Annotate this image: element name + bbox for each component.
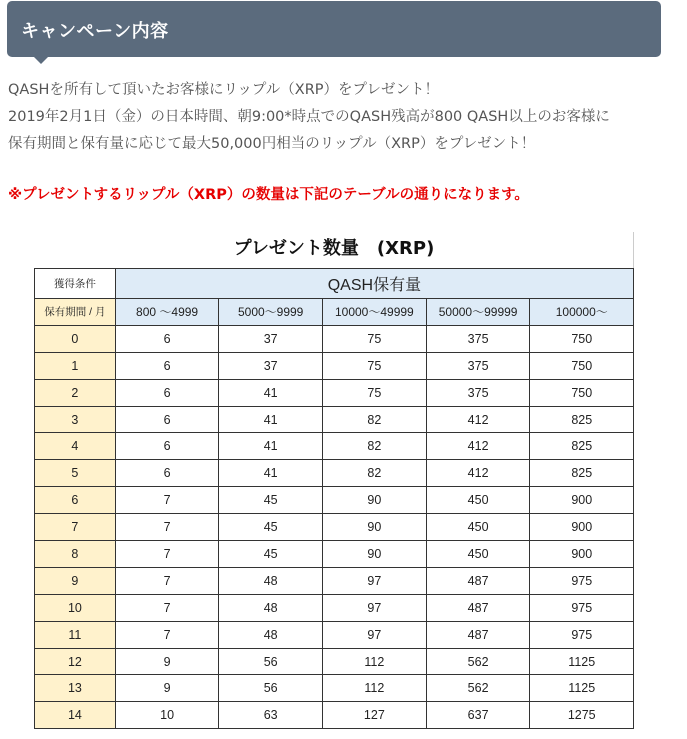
month-cell: 11 bbox=[35, 621, 116, 648]
xrp-amount-cell: 7 bbox=[115, 514, 219, 541]
xrp-amount-cell: 97 bbox=[322, 594, 426, 621]
xrp-amount-cell: 450 bbox=[426, 487, 530, 514]
xrp-amount-cell: 7 bbox=[115, 541, 219, 568]
xrp-amount-cell: 37 bbox=[219, 325, 323, 352]
intro-line-2: 2019年2月1日（金）の日本時間、朝9:00*時点でのQASH残高が800 QASH以上のお客様に bbox=[8, 109, 610, 125]
xrp-amount-cell: 825 bbox=[530, 460, 634, 487]
xrp-amount-cell: 487 bbox=[426, 621, 530, 648]
present-table bbox=[34, 268, 634, 729]
month-cell: 6 bbox=[35, 487, 116, 514]
xrp-amount-cell: 56 bbox=[219, 675, 323, 702]
xrp-amount-cell: 10 bbox=[115, 702, 219, 729]
table-row bbox=[35, 541, 634, 568]
corner-label: 獲得条件 bbox=[35, 269, 116, 299]
xrp-amount-cell: 41 bbox=[219, 460, 323, 487]
table-header-row bbox=[35, 269, 634, 299]
xrp-amount-cell: 487 bbox=[426, 567, 530, 594]
xrp-amount-cell: 6 bbox=[115, 433, 219, 460]
xrp-amount-cell: 90 bbox=[322, 487, 426, 514]
xrp-amount-cell: 412 bbox=[426, 433, 530, 460]
xrp-amount-cell: 412 bbox=[426, 460, 530, 487]
month-cell: 4 bbox=[35, 433, 116, 460]
xrp-amount-cell: 7 bbox=[115, 567, 219, 594]
range-header: 100000〜 bbox=[530, 299, 634, 326]
section-title: キャンペーン内容 bbox=[21, 21, 169, 42]
xrp-amount-cell: 6 bbox=[115, 325, 219, 352]
xrp-amount-cell: 1275 bbox=[530, 702, 634, 729]
xrp-amount-cell: 825 bbox=[530, 406, 634, 433]
xrp-amount-cell: 375 bbox=[426, 379, 530, 406]
xrp-amount-cell: 97 bbox=[322, 567, 426, 594]
table-row bbox=[35, 325, 634, 352]
month-cell: 12 bbox=[35, 648, 116, 675]
xrp-amount-cell: 75 bbox=[322, 352, 426, 379]
xrp-amount-cell: 7 bbox=[115, 594, 219, 621]
range-header: 10000〜49999 bbox=[322, 299, 426, 326]
xrp-amount-cell: 48 bbox=[219, 594, 323, 621]
xrp-amount-cell: 412 bbox=[426, 406, 530, 433]
month-cell: 10 bbox=[35, 594, 116, 621]
xrp-amount-cell: 637 bbox=[426, 702, 530, 729]
month-cell: 1 bbox=[35, 352, 116, 379]
xrp-amount-cell: 375 bbox=[426, 325, 530, 352]
xrp-amount-cell: 6 bbox=[115, 406, 219, 433]
table-row bbox=[35, 352, 634, 379]
table-row bbox=[35, 379, 634, 406]
intro-line-1: QASHを所有して頂いたお客様にリップル（XRP）をプレゼント！ bbox=[8, 82, 439, 98]
xrp-amount-cell: 975 bbox=[530, 621, 634, 648]
month-cell: 3 bbox=[35, 406, 116, 433]
xrp-amount-cell: 112 bbox=[322, 675, 426, 702]
xrp-amount-cell: 48 bbox=[219, 621, 323, 648]
xrp-amount-cell: 97 bbox=[322, 621, 426, 648]
month-cell: 9 bbox=[35, 567, 116, 594]
range-header: 50000〜99999 bbox=[426, 299, 530, 326]
qash-header: QASH保有量 bbox=[115, 269, 633, 299]
table-row bbox=[35, 621, 634, 648]
xrp-amount-cell: 1125 bbox=[530, 675, 634, 702]
table-body bbox=[35, 325, 634, 728]
xrp-amount-cell: 112 bbox=[322, 648, 426, 675]
month-cell: 7 bbox=[35, 514, 116, 541]
xrp-amount-cell: 90 bbox=[322, 541, 426, 568]
xrp-amount-cell: 562 bbox=[426, 648, 530, 675]
xrp-amount-cell: 562 bbox=[426, 675, 530, 702]
xrp-amount-cell: 6 bbox=[115, 352, 219, 379]
intro-text bbox=[8, 77, 610, 158]
xrp-amount-cell: 450 bbox=[426, 541, 530, 568]
xrp-amount-cell: 900 bbox=[530, 487, 634, 514]
range-header: 800 〜4999 bbox=[115, 299, 219, 326]
xrp-amount-cell: 41 bbox=[219, 379, 323, 406]
xrp-amount-cell: 750 bbox=[530, 325, 634, 352]
xrp-amount-cell: 45 bbox=[219, 487, 323, 514]
xrp-amount-cell: 375 bbox=[426, 352, 530, 379]
range-header: 5000〜9999 bbox=[219, 299, 323, 326]
xrp-amount-cell: 56 bbox=[219, 648, 323, 675]
xrp-amount-cell: 7 bbox=[115, 621, 219, 648]
xrp-amount-cell: 825 bbox=[530, 433, 634, 460]
month-cell: 14 bbox=[35, 702, 116, 729]
xrp-amount-cell: 48 bbox=[219, 567, 323, 594]
divider bbox=[633, 232, 634, 268]
period-label: 保有期間 / 月 bbox=[35, 299, 116, 326]
xrp-amount-cell: 90 bbox=[322, 514, 426, 541]
xrp-amount-cell: 82 bbox=[322, 460, 426, 487]
table-row bbox=[35, 567, 634, 594]
xrp-amount-cell: 7 bbox=[115, 487, 219, 514]
xrp-amount-cell: 75 bbox=[322, 325, 426, 352]
table-title: プレゼント数量 (XRP) bbox=[233, 238, 435, 259]
month-cell: 13 bbox=[35, 675, 116, 702]
xrp-amount-cell: 41 bbox=[219, 433, 323, 460]
section-header bbox=[7, 1, 661, 57]
xrp-amount-cell: 6 bbox=[115, 379, 219, 406]
month-cell: 8 bbox=[35, 541, 116, 568]
xrp-amount-cell: 9 bbox=[115, 675, 219, 702]
range-header-row bbox=[35, 299, 634, 326]
xrp-amount-cell: 63 bbox=[219, 702, 323, 729]
xrp-amount-cell: 82 bbox=[322, 433, 426, 460]
notice-text: ※プレゼントするリップル（XRP）の数量は下記のテーブルの通りになります。 bbox=[8, 187, 529, 203]
xrp-amount-cell: 82 bbox=[322, 406, 426, 433]
xrp-amount-cell: 6 bbox=[115, 460, 219, 487]
xrp-amount-cell: 41 bbox=[219, 406, 323, 433]
table-row bbox=[35, 702, 634, 729]
xrp-amount-cell: 975 bbox=[530, 567, 634, 594]
xrp-amount-cell: 900 bbox=[530, 514, 634, 541]
xrp-amount-cell: 37 bbox=[219, 352, 323, 379]
header-pointer bbox=[33, 56, 49, 64]
table-row bbox=[35, 594, 634, 621]
xrp-amount-cell: 487 bbox=[426, 594, 530, 621]
table-row bbox=[35, 675, 634, 702]
month-cell: 0 bbox=[35, 325, 116, 352]
table-row bbox=[35, 514, 634, 541]
table-row bbox=[35, 487, 634, 514]
xrp-amount-cell: 900 bbox=[530, 541, 634, 568]
xrp-amount-cell: 9 bbox=[115, 648, 219, 675]
table-row bbox=[35, 648, 634, 675]
table-row bbox=[35, 433, 634, 460]
xrp-amount-cell: 1125 bbox=[530, 648, 634, 675]
month-cell: 5 bbox=[35, 460, 116, 487]
intro-line-3: 保有期間と保有量に応じて最大50,000円相当のリップル（XRP）をプレゼント！ bbox=[8, 136, 536, 152]
xrp-amount-cell: 75 bbox=[322, 379, 426, 406]
xrp-amount-cell: 450 bbox=[426, 514, 530, 541]
xrp-amount-cell: 750 bbox=[530, 379, 634, 406]
xrp-amount-cell: 750 bbox=[530, 352, 634, 379]
table-row bbox=[35, 460, 634, 487]
xrp-amount-cell: 45 bbox=[219, 541, 323, 568]
xrp-amount-cell: 127 bbox=[322, 702, 426, 729]
month-cell: 2 bbox=[35, 379, 116, 406]
xrp-amount-cell: 975 bbox=[530, 594, 634, 621]
table-row bbox=[35, 406, 634, 433]
xrp-amount-cell: 45 bbox=[219, 514, 323, 541]
